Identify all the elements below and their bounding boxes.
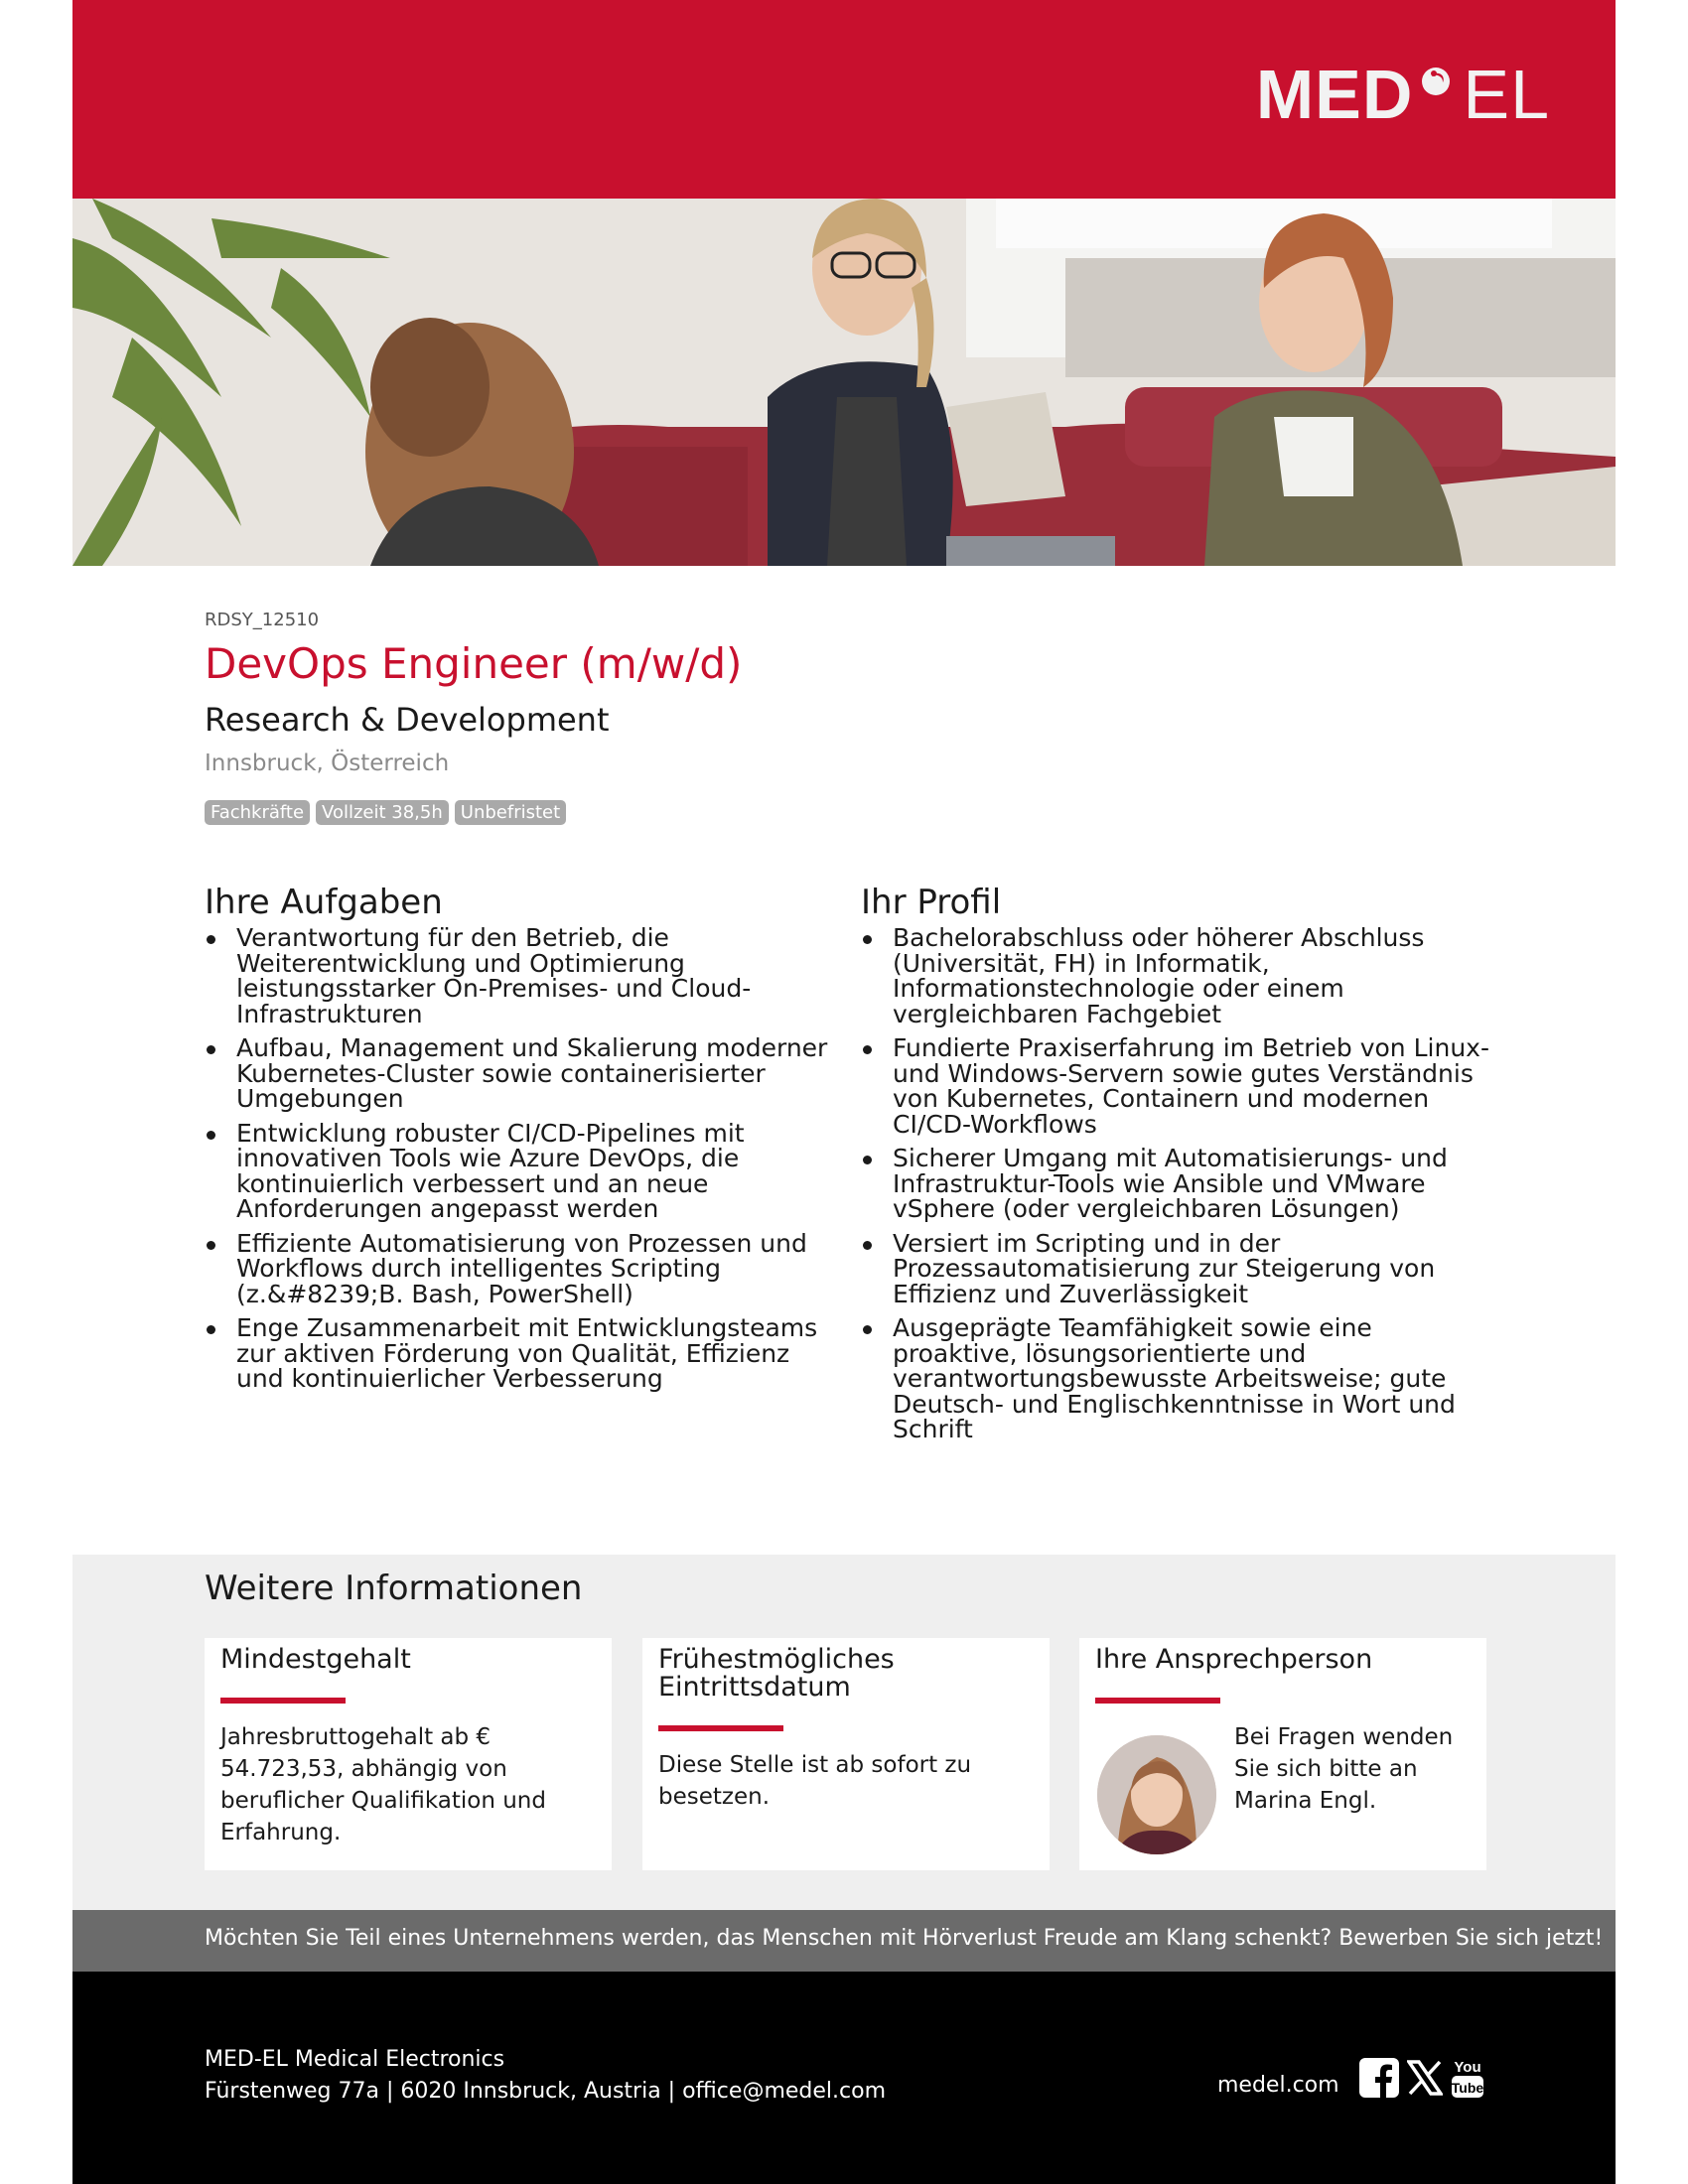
list-item: Verantwortung für den Betrieb, die Weiterentwicklung und Optimierung leistungsstarker On-Premises- und Cloud-Infrastrukturen xyxy=(205,925,840,1026)
youtube-icon-label-bottom: Tube xyxy=(1451,2080,1484,2096)
contact-card-title: Ihre Ansprechperson xyxy=(1095,1644,1373,1675)
list-item: Sicherer Umgang mit Automatisierungs- und Infrastruktur-Tools wie Ansible und VMware vSphere (oder vergleichbaren Lösungen) xyxy=(861,1146,1496,1222)
job-reference-id: RDSY_12510 xyxy=(205,610,320,630)
tag-hours: Vollzeit 38,5h xyxy=(316,800,449,825)
salary-card xyxy=(205,1638,612,1870)
accent-bar xyxy=(220,1698,346,1704)
salary-text: Jahresbruttogehalt ab € 54.723,53, abhängig von beruflicher Qualifikation und Erfahrung. xyxy=(220,1724,546,1845)
apply-banner-text: Möchten Sie Teil eines Unternehmens werden, das Menschen mit Hörverlust Freude am Klang schenkt? Bewerben Sie sich jetzt! xyxy=(205,1926,1604,1951)
logo-med-text: MED xyxy=(1255,56,1414,133)
tasks-section xyxy=(205,882,840,1401)
logo-el-text: EL xyxy=(1463,56,1550,133)
footer-address: Fürstenweg 77a | 6020 Innsbruck, Austria | office@medel.com xyxy=(205,2079,886,2104)
job-tags xyxy=(205,800,566,825)
list-item: Bachelorabschluss oder höherer Abschluss (Universität, FH) in Informatik, Informationstechnologie oder einem vergleichbaren Fachgebiet xyxy=(861,925,1496,1026)
job-posting-page xyxy=(72,0,1616,2184)
profile-section xyxy=(861,882,1496,1451)
website-link[interactable]: medel.com xyxy=(1217,2073,1339,2098)
start-date-text: Diese Stelle ist ab sofort zu besetzen. xyxy=(658,1752,972,1810)
list-item: Aufbau, Management und Skalierung moderner Kubernetes-Cluster sowie containerisierter Umgebungen xyxy=(205,1035,840,1112)
list-item: Fundierte Praxiserfahrung im Betrieb von Linux- und Windows-Servern sowie gutes Verständnis von Kubernetes, Containern und modernen CI/CD-Workflows xyxy=(861,1035,1496,1137)
accent-bar xyxy=(1095,1698,1220,1704)
header-band xyxy=(72,0,1616,199)
tasks-list xyxy=(205,925,840,1392)
tasks-heading: Ihre Aufgaben xyxy=(205,883,443,922)
x-icon[interactable] xyxy=(1407,2060,1443,2096)
facebook-icon[interactable] xyxy=(1359,2058,1399,2098)
tag-category: Fachkräfte xyxy=(205,800,310,825)
footer xyxy=(72,1972,1616,2184)
contact-text: Bei Fragen wenden Sie sich bitte an Marina Engl. xyxy=(1234,1724,1454,1814)
social-links xyxy=(1359,2057,1484,2099)
tag-contract: Unbefristet xyxy=(455,800,566,825)
start-date-card xyxy=(642,1638,1050,1870)
profile-list xyxy=(861,925,1496,1442)
list-item: Versiert im Scripting und in der Prozessautomatisierung zur Steigerung von Effizienz und Zuverlässigkeit xyxy=(861,1231,1496,1307)
job-department: Research & Development xyxy=(205,701,610,739)
footer-company: MED-EL Medical Electronics xyxy=(205,2047,505,2072)
job-title: DevOps Engineer (m/w/d) xyxy=(205,639,743,688)
hero-photo xyxy=(72,199,1616,566)
further-info-heading: Weitere Informationen xyxy=(205,1569,583,1608)
profile-heading: Ihr Profil xyxy=(861,883,1002,922)
job-location: Innsbruck, Österreich xyxy=(205,751,450,776)
further-info-section xyxy=(72,1555,1616,1910)
contact-card xyxy=(1079,1638,1486,1870)
youtube-icon[interactable] xyxy=(1451,2057,1484,2099)
accent-bar xyxy=(658,1725,783,1731)
list-item: Ausgeprägte Teamfähigkeit sowie eine proaktive, lösungsorientierte und verantwortungsbewusste Arbeitsweise; gute Deutsch- und Englischkenntnisse in Wort und Schrift xyxy=(861,1315,1496,1442)
medel-logo xyxy=(1255,56,1550,133)
salary-card-title: Mindestgehalt xyxy=(220,1644,411,1675)
apply-banner xyxy=(72,1910,1616,1972)
list-item: Entwicklung robuster CI/CD-Pipelines mit innovativen Tools wie Azure DevOps, die kontinuierlich verbessert und an neue Anforderungen angepasst werden xyxy=(205,1121,840,1222)
contact-person-photo xyxy=(1097,1735,1216,1854)
logo-drop-icon xyxy=(1421,65,1451,98)
office-meeting-photo xyxy=(72,199,1616,566)
list-item: Enge Zusammenarbeit mit Entwicklungsteams zur aktiven Förderung von Qualität, Effizienz und kontinuierlicher Verbesserung xyxy=(205,1315,840,1392)
start-date-card-title: Frühestmögliches Eintrittsdatum xyxy=(658,1644,895,1703)
list-item: Effiziente Automatisierung von Prozessen und Workflows durch intelligentes Scripting (z.&#8239;B. Bash, PowerShell) xyxy=(205,1231,840,1307)
youtube-icon-label-top: You xyxy=(1454,2059,1481,2076)
avatar xyxy=(1097,1735,1216,1854)
